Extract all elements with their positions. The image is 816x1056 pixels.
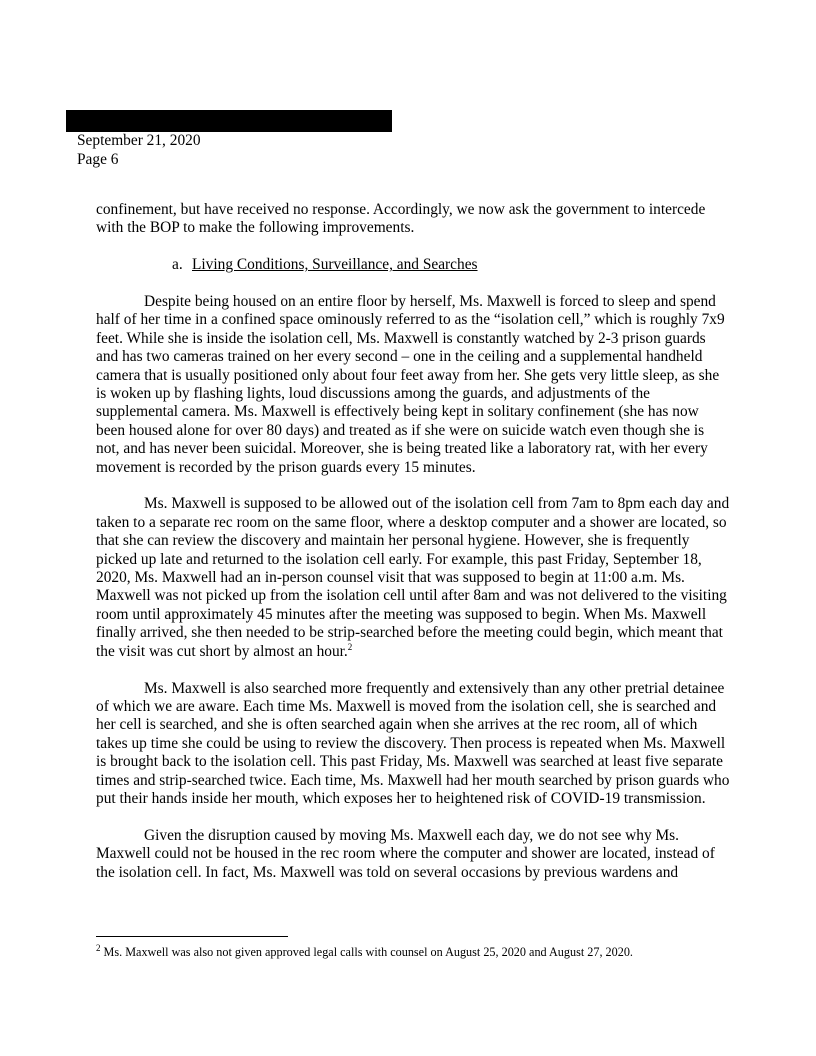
paragraph-searches: Ms. Maxwell is also searched more frequently and extensively than any other pretrial detainee of which we are aware. Each time Ms. Maxwell is moved from the isolation cell, she is searched and her cell is searched, and she is often searched again when she arrives at the rec room, all of which takes up time she could be using to review the discovery. Then process is repeated when Ms. Maxwell is brought back to the isolation cell. This past Friday, Ms. Maxwell was searched at least five separate times and strip-searched twice. Each time, Ms. Maxwell had her mouth searched by prison guards who put their hands inside her mouth, which exposes her to heightened risk of COVID-19 transmission. (96, 679, 730, 807)
redaction-bar (66, 110, 392, 132)
footnote-text: Ms. Maxwell was also not given approved legal calls with counsel on August 25, 2020 and August 27, 2020. (100, 945, 633, 959)
footnote-marker: 2 (96, 942, 101, 953)
paragraph-rec-room (96, 495, 730, 661)
letter-body (96, 201, 730, 900)
footnote (96, 942, 633, 960)
paragraph-living-conditions: Despite being housed on an entire floor by herself, Ms. Maxwell is forced to sleep and spend half of her time in a confined space ominously referred to as the “isolation cell,” which is roughly 7x9 feet. While she is inside the isolation cell, Ms. Maxwell is constantly watched by 2-3 prison guards and has two cameras trained on her every second – one in the ceiling and a supplemental handheld camera that is usually positioned only about four feet away from her. She gets very little sleep, as she is woken up by flashing lights, loud discussions among the guards, and adjustments of the supplemental camera. Ms. Maxwell is effectively being kept in solitary confinement (she has now been housed alone for over 80 days) and treated as if she were on suicide watch even though she is not, and has never been suicidal. Moreover, she is being treated like a laboratory rat, with her every movement is recorded by the prison guards every 15 minutes. (96, 293, 725, 476)
footnote-reference: 2 (347, 641, 353, 652)
footnote-divider (96, 936, 288, 937)
section-title: Living Conditions, Surveillance, and Searches (192, 256, 478, 274)
intro-paragraph: confinement, but have received no response. Accordingly, we now ask the government to intercede with the BOP to make the following improvements. (96, 201, 706, 237)
section-heading (96, 256, 730, 274)
letter-header (77, 131, 201, 169)
paragraph-housing: Given the disruption caused by moving Ms. Maxwell each day, we do not see why Ms. Maxwell could not be housed in the rec room where the computer and shower are located, instead of the isolation cell. In fact, Ms. Maxwell was told on several occasions by previous wardens and (96, 826, 715, 881)
section-label: a. (172, 256, 183, 274)
header-page-number: Page 6 (77, 151, 119, 168)
header-date: September 21, 2020 (77, 132, 201, 149)
paragraph-rec-room-text: Ms. Maxwell is supposed to be allowed out of the isolation cell from 7am to 8pm each day and taken to a separate rec room on the same floor, where a desktop computer and a shower are located, so that she can review the discovery and maintain her personal hygiene. However, she is frequently picked up late and returned to the isolation cell early. For example, this past Friday, September 18, 2020, Ms. Maxwell had an in-person counsel visit that was supposed to begin at 11:00 a.m. Ms. Maxwell was not picked up from the isolation cell until after 8am and was not delivered to the visiting room until approximately 45 minutes after the meeting was supposed to begin. When Ms. Maxwell finally arrived, she then needed to be strip-searched before the meeting could begin, which meant that the visit was cut short by almost an hour. (96, 495, 730, 660)
